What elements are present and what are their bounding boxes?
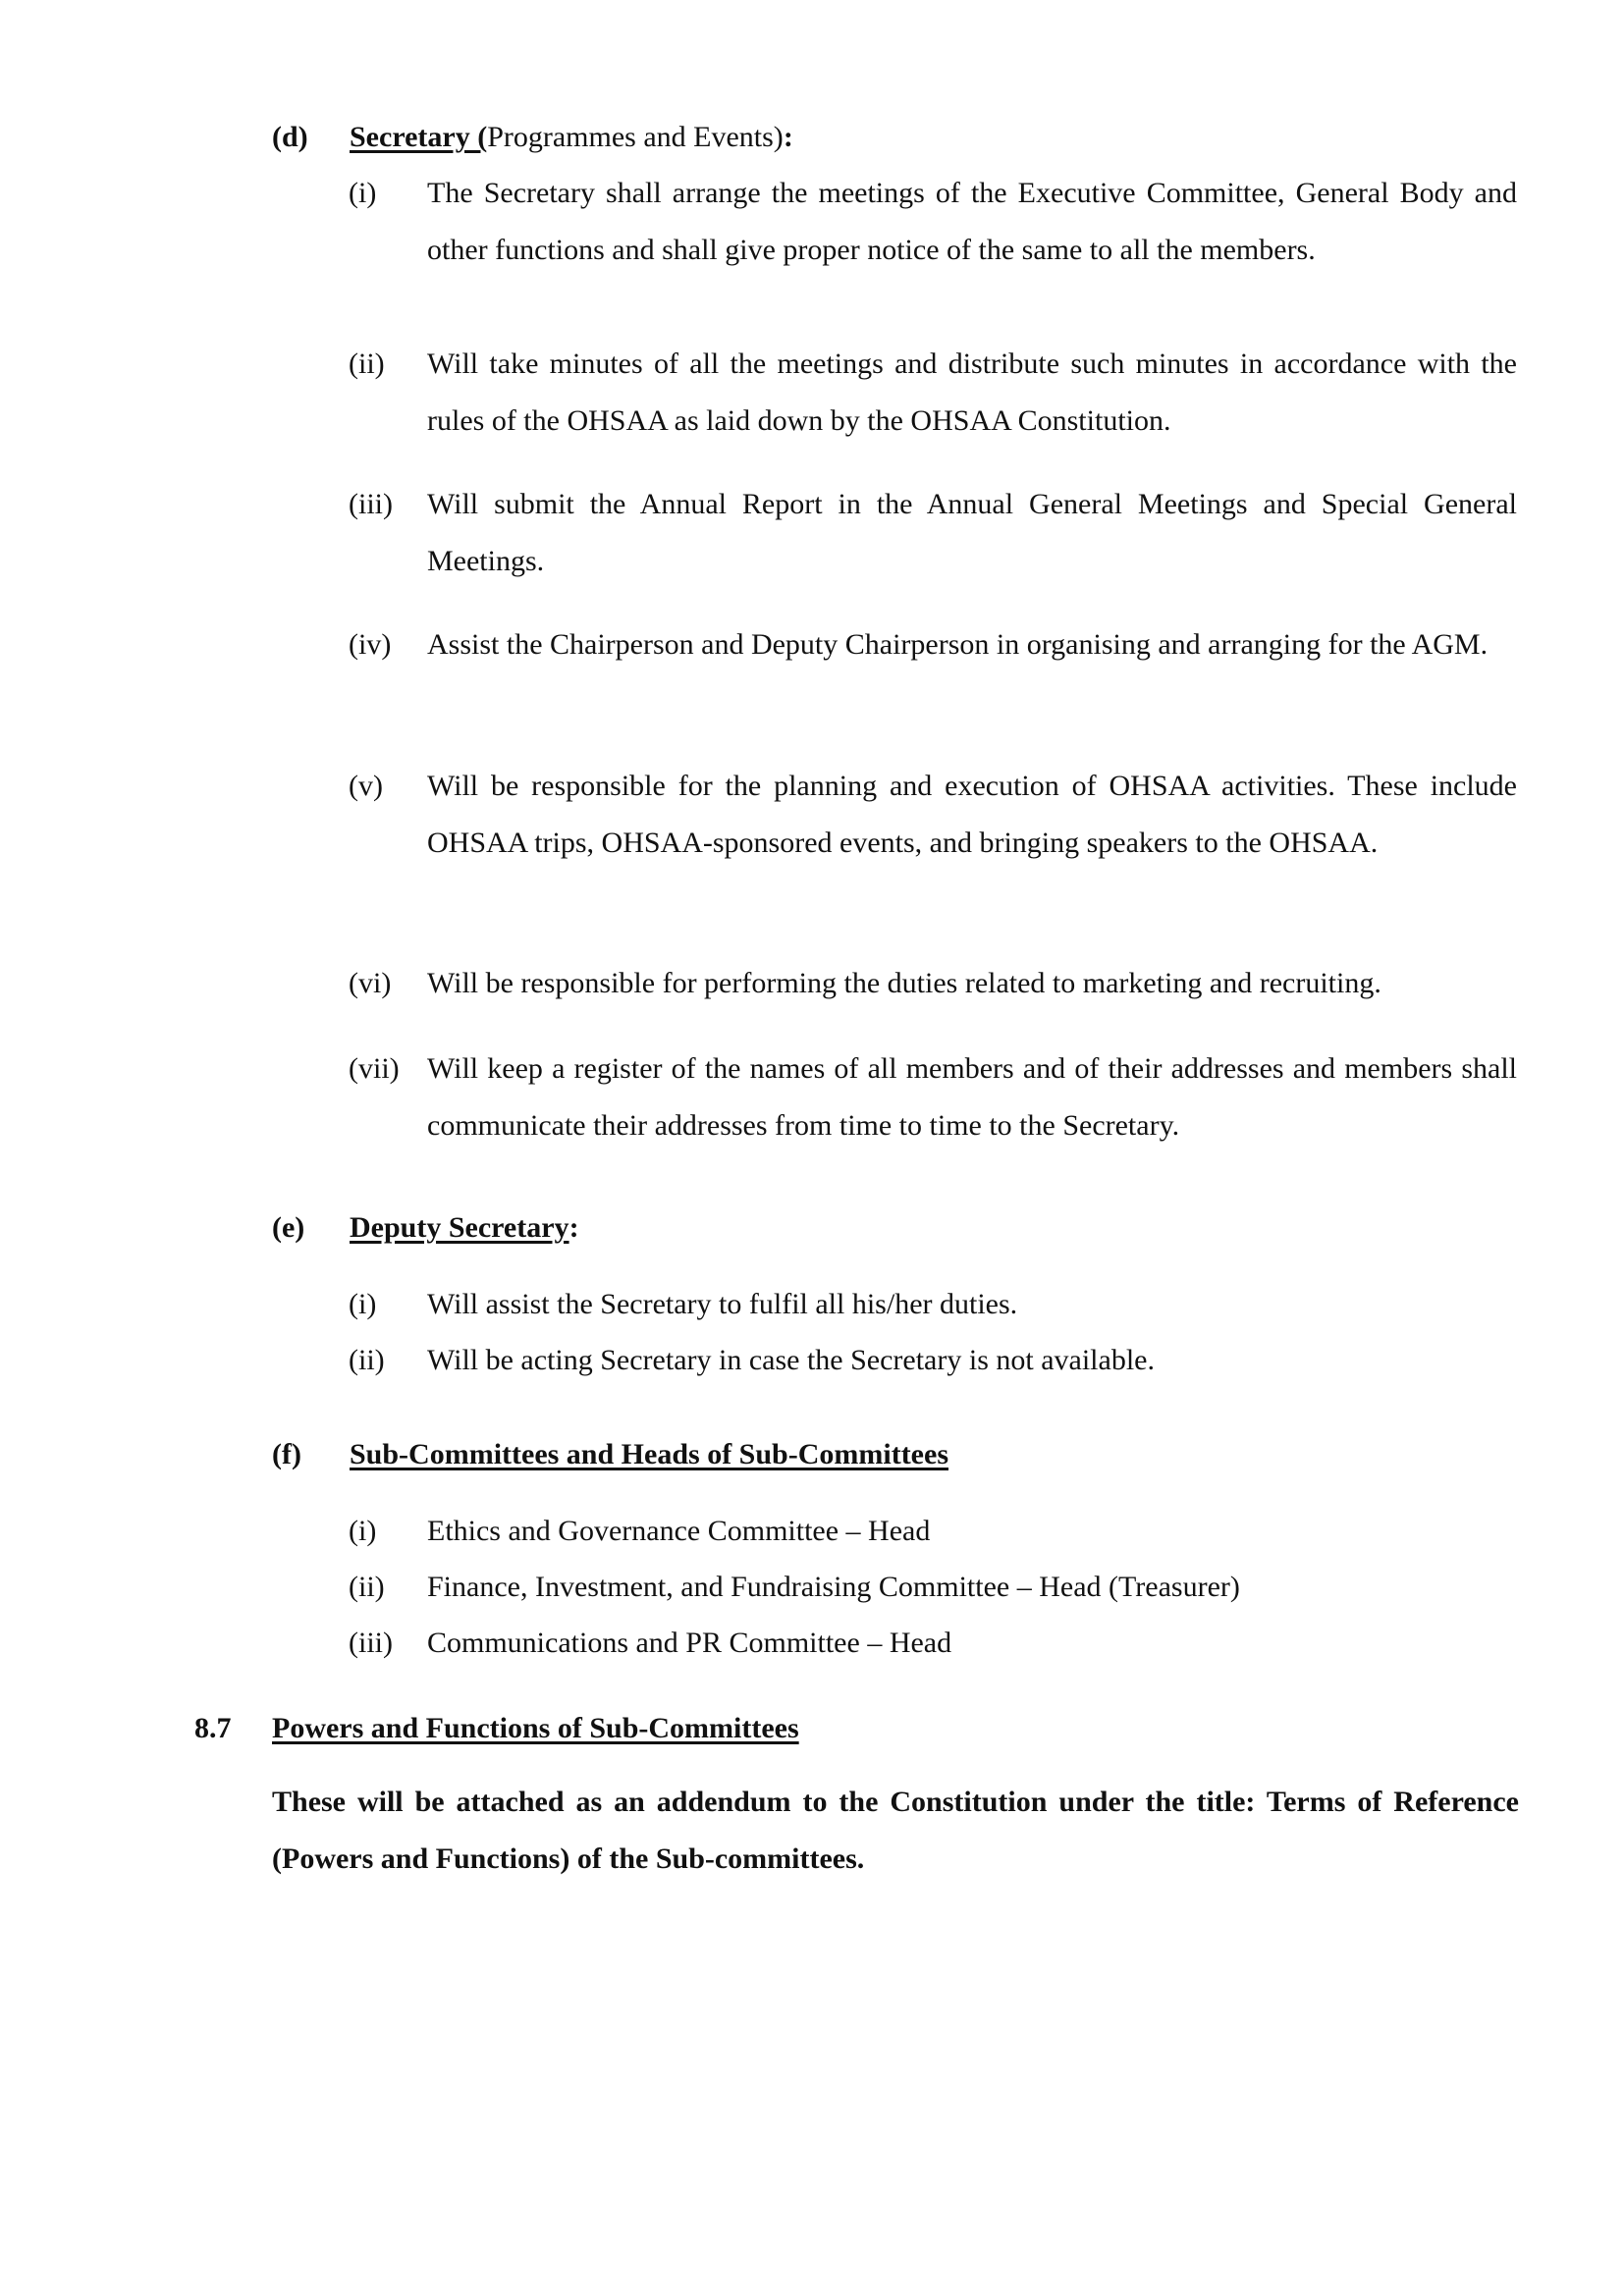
list-item: Will be responsible for the planning and execution of OHSAA activities. These include OHSAA trips, OHSAA-sponsored events, and bringing speakers to the OHSAA. — [427, 770, 1517, 859]
section-8-7-number: 8.7 — [194, 1712, 232, 1744]
section-d-title: Secretary ( — [350, 121, 488, 153]
list-item: Will keep a register of the names of all members and of their addresses and members shall communicate their addresses from time to time to the Secretary. — [427, 1052, 1517, 1142]
list-item: The Secretary shall arrange the meetings of the Executive Committee, General Body and other functions and shall give proper notice of the same to all the members. — [427, 177, 1517, 266]
item-number: (ii) — [349, 347, 385, 380]
item-number: (i) — [349, 1515, 377, 1547]
section-f-label: (f) — [272, 1438, 301, 1470]
section-f-title: Sub-Committees and Heads of Sub-Committees — [350, 1438, 948, 1470]
section-e-heading — [350, 1200, 579, 1256]
item-number: (i) — [349, 177, 377, 209]
item-number: (v) — [349, 770, 383, 802]
list-item: Will assist the Secretary to fulfil all his/her duties. — [427, 1288, 1018, 1320]
section-e-label: (e) — [272, 1211, 305, 1244]
section-d-label: (d) — [272, 121, 308, 153]
list-item: Assist the Chairperson and Deputy Chairperson in organising and arranging for the AGM. — [427, 628, 1489, 661]
item-number: (i) — [349, 1288, 377, 1320]
list-item: Will be responsible for performing the duties related to marketing and recruiting. — [427, 967, 1381, 999]
section-8-7-title: Powers and Functions of Sub-Committees — [272, 1712, 799, 1744]
section-d-subtitle: Programmes and Events) — [487, 121, 784, 153]
colon: : — [568, 1211, 579, 1244]
list-item: Will be acting Secretary in case the Secretary is not available. — [427, 1344, 1155, 1376]
list-item: Will submit the Annual Report in the Annual General Meetings and Special General Meetings. — [427, 488, 1517, 577]
section-d-heading — [350, 109, 793, 166]
item-number: (vii) — [349, 1052, 400, 1085]
list-item: Communications and PR Committee – Head — [427, 1627, 952, 1659]
item-number: (ii) — [349, 1571, 385, 1603]
section-8-7-body: These will be attached as an addendum to the Constitution under the title: Terms of Reference (Powers and Functions) of the Sub-committees. — [272, 1786, 1519, 1875]
item-number: (iii) — [349, 488, 393, 520]
list-item: Ethics and Governance Committee – Head — [427, 1515, 931, 1547]
list-item: Will take minutes of all the meetings and distribute such minutes in accordance with the rules of the OHSAA as laid down by the OHSAA Constitution. — [427, 347, 1517, 437]
item-number: (iv) — [349, 628, 392, 661]
item-number: (iii) — [349, 1627, 393, 1659]
item-number: (ii) — [349, 1344, 385, 1376]
colon: : — [783, 121, 793, 153]
item-number: (vi) — [349, 967, 392, 999]
list-item: Finance, Investment, and Fundraising Committee – Head (Treasurer) — [427, 1571, 1240, 1603]
section-e-title: Deputy Secretary — [350, 1211, 569, 1244]
